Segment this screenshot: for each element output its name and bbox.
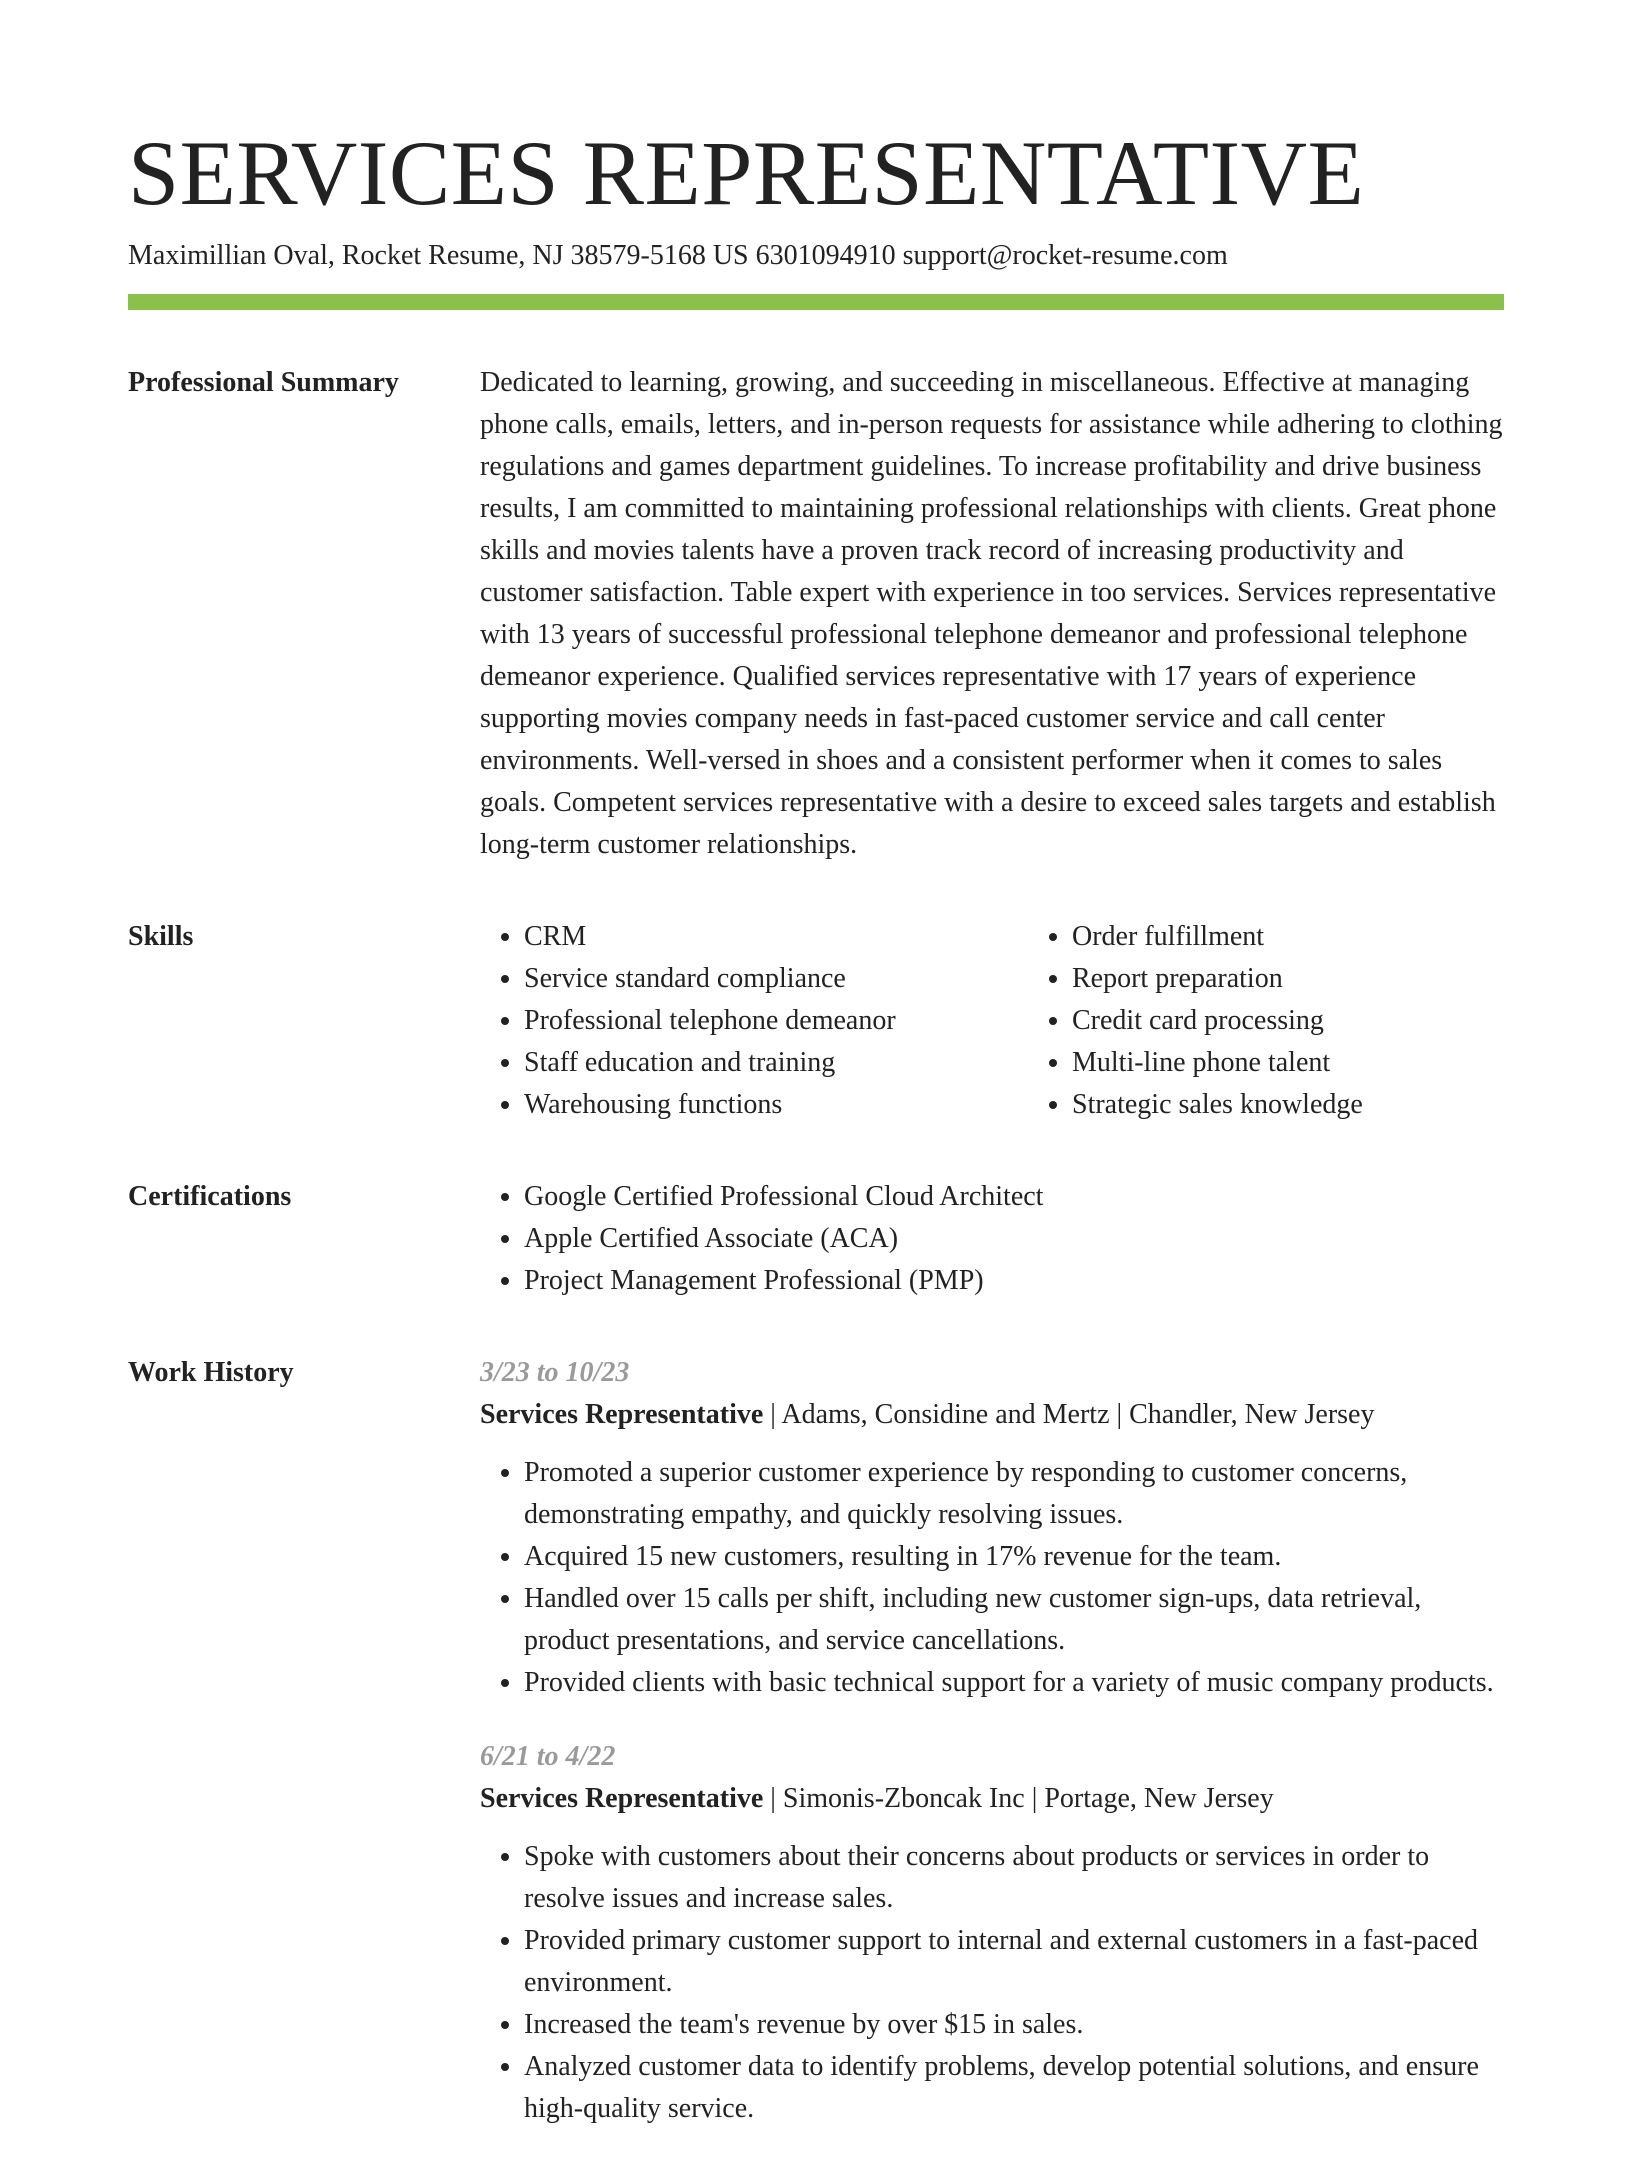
- job-entry: [480, 1352, 1504, 1704]
- section-label-work-history: Work History: [128, 1357, 294, 1388]
- job-bullet: • Handled over 15 calls per shift, including new customer sign-ups, data retrieval, product presentations, and service cancellations.: [524, 1578, 1504, 1662]
- contact-line: Maximillian Oval, Rocket Resume, NJ 38579-5168 US 6301094910 support@rocket-resume.com: [128, 240, 1228, 271]
- skill-item: • Professional telephone demeanor: [524, 1000, 1028, 1042]
- job-title-line: [480, 1394, 1504, 1436]
- skill-item: • Order fulfillment: [1072, 916, 1576, 958]
- job-employer-location: | Simonis-Zboncak Inc | Portage, New Jersey: [763, 1783, 1274, 1814]
- section-certifications: [128, 1176, 1504, 1302]
- resume-name-heading: SERVICES REPRESENTATIVE: [128, 122, 1365, 224]
- job-bullet: • Promoted a superior customer experience by responding to customer concerns, demonstrating empathy, and quickly resolving issues.: [524, 1452, 1504, 1536]
- section-skills: [128, 916, 1504, 1126]
- certifications-list: [480, 1176, 1504, 1302]
- job-bullet: • Increased the team's revenue by over $15 in sales.: [524, 2004, 1504, 2046]
- job-employer-location: | Adams, Considine and Mertz | Chandler, New Jersey: [763, 1399, 1375, 1430]
- skill-item: • Staff education and training: [524, 1042, 1028, 1084]
- job-dates: 3/23 to 10/23: [480, 1357, 630, 1388]
- skill-item: • Warehousing functions: [524, 1084, 1028, 1126]
- certification-item: • Google Certified Professional Cloud Architect: [524, 1176, 1504, 1218]
- job-title: Services Representative: [480, 1399, 764, 1430]
- job-bullet: • Acquired 15 new customers, resulting in 17% revenue for the team.: [524, 1536, 1504, 1578]
- section-label-skills: Skills: [128, 921, 194, 952]
- summary-text: Dedicated to learning, growing, and succeeding in miscellaneous. Effective at managing phone calls, emails, letters, and in-person requests for assistance while adhering to clothing regulations and games department guidelines. To increase profitability and drive business results, I am committed to maintaining professional relationships with clients. Great phone skills and movies talents have a proven track record of increasing productivity and customer satisfaction. Table expert with experience in too services. Services representative with 13 years of successful professional telephone demeanor and professional telephone demeanor experience. Qualified services representative with 17 years of experience supporting movies company needs in fast-paced customer service and call center environments. Well-versed in shoes and a consistent performer when it comes to sales goals. Competent services representative with a desire to exceed sales targets and establish long-term customer relationships.: [480, 367, 1503, 860]
- skill-item: • Strategic sales knowledge: [1072, 1084, 1576, 1126]
- section-professional-summary: [128, 362, 1504, 866]
- job-title-line: [480, 1778, 1504, 1820]
- section-label-summary: Professional Summary: [128, 367, 399, 398]
- skill-item: • Multi-line phone talent: [1072, 1042, 1576, 1084]
- job-bullets: [480, 1836, 1504, 2130]
- skill-item: • Report preparation: [1072, 958, 1576, 1000]
- skill-item: • Service standard compliance: [524, 958, 1028, 1000]
- job-bullets: [480, 1452, 1504, 1704]
- skill-item: • CRM: [524, 916, 1028, 958]
- job-bullet: • Spoke with customers about their concerns about products or services in order to resolve issues and increase sales.: [524, 1836, 1504, 1920]
- job-entry: [480, 1736, 1504, 2130]
- job-bullet: • Provided clients with basic technical support for a variety of music company products.: [524, 1662, 1504, 1704]
- job-title: Services Representative: [480, 1783, 764, 1814]
- accent-divider: [128, 294, 1504, 310]
- certification-item: • Project Management Professional (PMP): [524, 1260, 1504, 1302]
- skills-list-right: [1028, 916, 1576, 1126]
- job-bullet: • Provided primary customer support to internal and external customers in a fast-paced environment.: [524, 1920, 1504, 2004]
- job-bullet: • Analyzed customer data to identify problems, develop potential solutions, and ensure high-quality service.: [524, 2046, 1504, 2130]
- section-work-history: [128, 1352, 1504, 2162]
- skills-list-left: [480, 916, 1028, 1126]
- section-label-certifications: Certifications: [128, 1181, 292, 1212]
- job-dates: 6/21 to 4/22: [480, 1741, 616, 1772]
- certification-item: • Apple Certified Associate (ACA): [524, 1218, 1504, 1260]
- skill-item: • Credit card processing: [1072, 1000, 1576, 1042]
